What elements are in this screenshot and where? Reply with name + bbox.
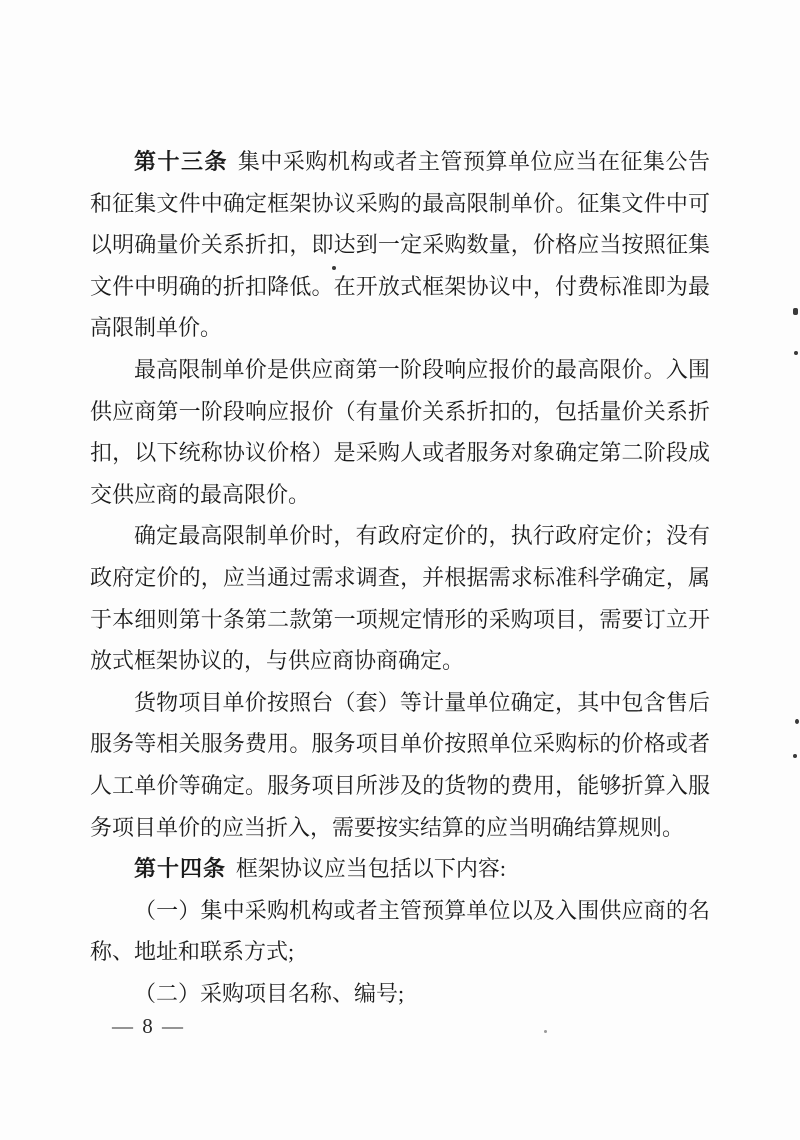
scan-artifact [794, 351, 798, 355]
scan-artifact [793, 308, 798, 315]
article-13-number: 第十三条 [134, 149, 229, 174]
document-body [90, 141, 710, 1014]
article-13-text: 集中采购机构或者主管预算单位应当在征集公告和征集文件中确定框架协议采购的最高限制单价。征集文件中可以明确量价关系折扣，即达到一定采购数量，价格应当按照征集文件中明确的折扣降低。在开放式框架协议中，付费标准即为最高限制单价。 [90, 149, 710, 341]
list-item-2: （二）采购项目名称、编号; [134, 980, 405, 1006]
article-14-text: 框架协议应当包括以下内容: [235, 856, 507, 882]
paragraph-price-determination: 确定最高限制单价时，有政府定价的，执行政府定价；没有政府定价的，应当通过需求调查，并根据需求标准科学确定，属于本细则第十条第二款第一项规定情形的采购项目，需要订立开放式框架协议的，与供应商协商确定。 [90, 523, 710, 674]
list-item-1: （一）集中采购机构或者主管预算单位以及入围供应商的名称、地址和联系方式; [90, 897, 710, 965]
page-number: — 8 — [112, 1014, 185, 1038]
scan-artifact [793, 754, 797, 758]
paragraph-article-13 [90, 141, 710, 349]
article-14-number: 第十四条 [134, 856, 227, 882]
scan-artifact [332, 266, 336, 270]
paragraph-article-14 [90, 848, 710, 890]
scan-artifact [795, 719, 799, 724]
paragraph-goods-service-unit-price: 货物项目单价按照台（套）等计量单位确定，其中包含售后服务等相关服务费用。服务项目单价按照单位采购标的价格或者人工单价等确定。服务项目所涉及的货物的费用，能够折算入服务项目单价的应当折入，需要按实结算的应当明确结算规则。 [90, 689, 710, 840]
scan-artifact [544, 1030, 547, 1033]
paragraph-max-limit-price: 最高限制单价是供应商第一阶段响应报价的最高限价。入围供应商第一阶段响应报价（有量价关系折扣的，包括量价关系折扣，以下统称协议价格）是采购人或者服务对象确定第二阶段成交供应商的最高限价。 [90, 356, 710, 507]
